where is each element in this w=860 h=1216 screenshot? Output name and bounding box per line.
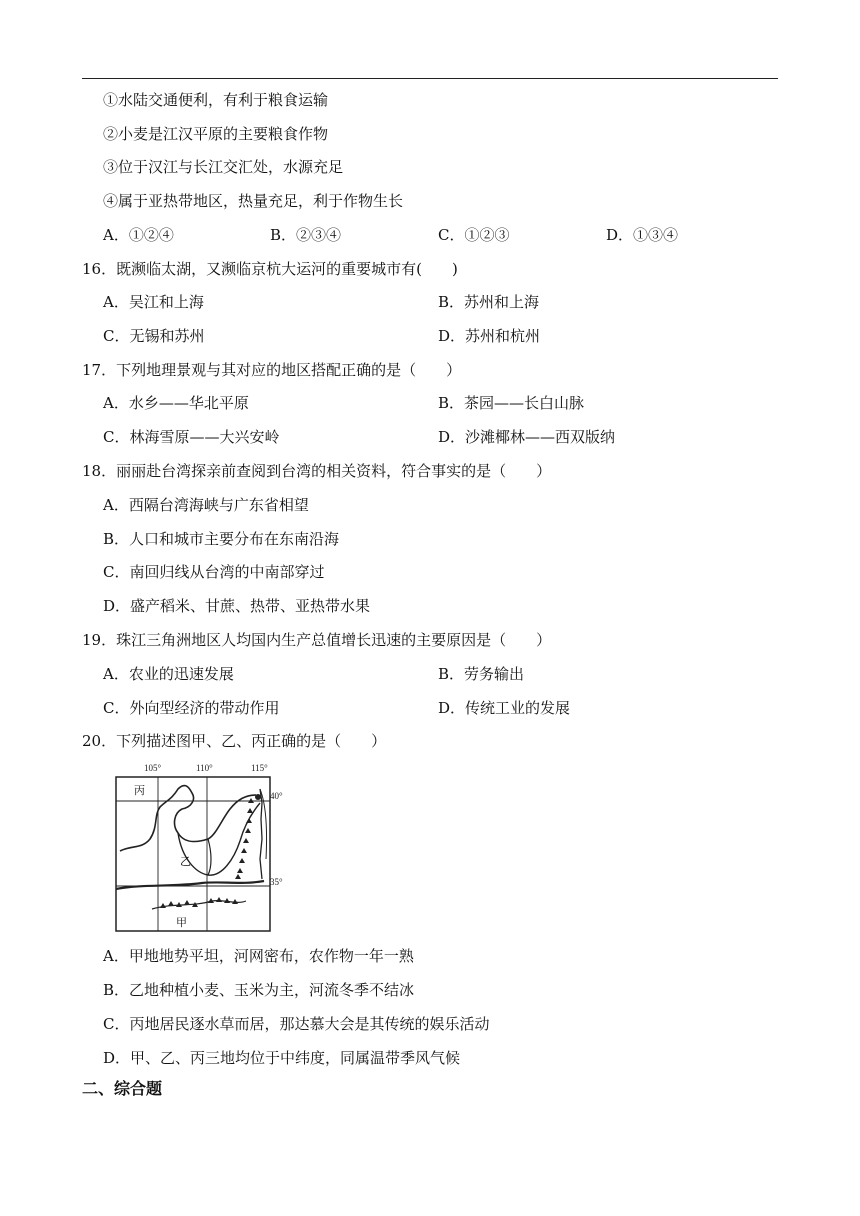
q18-option-b: B．人口和城市主要分布在东南沿海 bbox=[103, 530, 340, 548]
prev-option-b: B．②③④ bbox=[270, 226, 342, 244]
lat-label-40: 40° bbox=[270, 791, 283, 801]
q16-option-c: C．无锡和苏州 bbox=[103, 327, 205, 345]
q20-option-d: D．甲、乙、丙三地均位于中纬度，同属温带季风气候 bbox=[103, 1049, 461, 1067]
prev-option-a: A．①②④ bbox=[103, 226, 174, 244]
lat-label-35: 35° bbox=[270, 877, 283, 887]
prev-option-d: D．①③④ bbox=[606, 226, 679, 244]
q20-option-b: B．乙地种植小麦、玉米为主，河流冬季不结冰 bbox=[103, 981, 415, 999]
region-map bbox=[112, 759, 292, 934]
lon-label-110: 110° bbox=[196, 763, 213, 773]
question-20-stem: 20．下列描述图甲、乙、丙正确的是（ ） bbox=[82, 732, 387, 750]
q17-option-d: D．沙滩椰林——西双版纳 bbox=[438, 428, 616, 446]
region-label-yi: 乙 bbox=[180, 855, 191, 868]
section-heading: 二、综合题 bbox=[82, 1079, 163, 1098]
q16-option-a: A．吴江和上海 bbox=[103, 293, 204, 311]
q18-option-c: C．南回归线从台湾的中南部穿过 bbox=[103, 563, 325, 581]
region-label-bing: 丙 bbox=[134, 784, 145, 797]
q18-option-d: D．盛产稻米、甘蔗、热带、亚热带水果 bbox=[103, 597, 371, 615]
q16-option-d: D．苏州和杭州 bbox=[438, 327, 541, 345]
q16-option-b: B．苏州和上海 bbox=[438, 293, 540, 311]
question-16-stem: 16．既濒临太湖，又濒临京杭大运河的重要城市有( ) bbox=[82, 260, 458, 278]
question-18-stem: 18．丽丽赴台湾探亲前查阅到台湾的相关资料，符合事实的是（ ） bbox=[82, 462, 552, 480]
q20-option-c: C．丙地居民逐水草而居，那达慕大会是其传统的娱乐活动 bbox=[103, 1015, 490, 1033]
q19-option-b: B．劳务输出 bbox=[438, 665, 525, 683]
statement-3: ③位于汉江与长江交汇处，水源充足 bbox=[103, 158, 344, 176]
question-17-stem: 17．下列地理景观与其对应的地区搭配正确的是（ ） bbox=[82, 361, 462, 379]
question-19-stem: 19．珠江三角洲地区人均国内生产总值增长迅速的主要原因是（ ） bbox=[82, 631, 552, 649]
q17-option-a: A．水乡——华北平原 bbox=[103, 394, 249, 412]
q19-option-c: C．外向型经济的带动作用 bbox=[103, 699, 280, 717]
q18-option-a: A．西隔台湾海峡与广东省相望 bbox=[103, 496, 309, 514]
lon-label-115: 115° bbox=[251, 763, 268, 773]
q19-option-a: A．农业的迅速发展 bbox=[103, 665, 234, 683]
header-rule bbox=[82, 78, 778, 79]
q17-option-c: C．林海雪原——大兴安岭 bbox=[103, 428, 280, 446]
statement-2: ②小麦是江汉平原的主要粮食作物 bbox=[103, 125, 329, 143]
region-label-jia: 甲 bbox=[176, 916, 187, 929]
q17-option-b: B．茶园——长白山脉 bbox=[438, 394, 585, 412]
lon-label-105: 105° bbox=[144, 763, 162, 773]
q19-option-d: D．传统工业的发展 bbox=[438, 699, 571, 717]
statement-1: ①水陆交通便利，有利于粮食运输 bbox=[103, 91, 329, 109]
q20-option-a: A．甲地地势平坦，河网密布，农作物一年一熟 bbox=[103, 947, 414, 965]
statement-4: ④属于亚热带地区，热量充足，利于作物生长 bbox=[103, 192, 404, 210]
prev-option-c: C．①②③ bbox=[438, 226, 510, 244]
